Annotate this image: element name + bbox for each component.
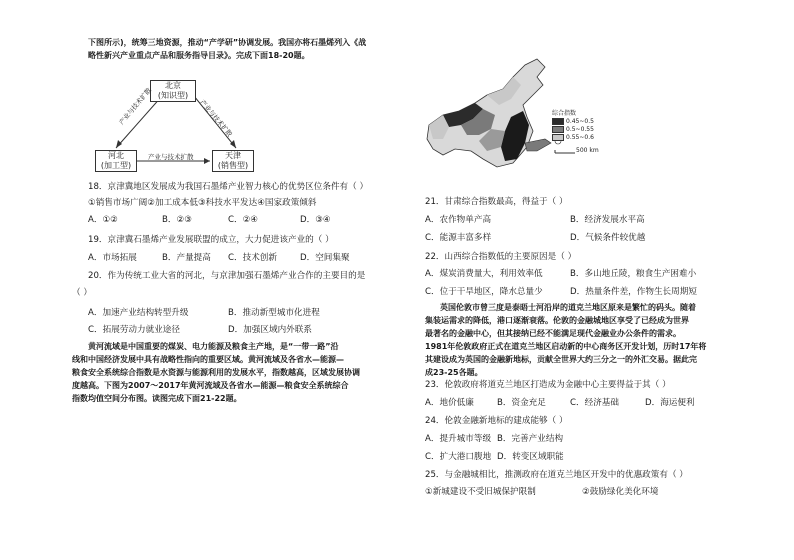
question-19: 19．京津冀石墨烯产业发展联盟的成立，大力促进该产业的（ ） <box>88 235 334 245</box>
edge-label-bottom: 产业与技术扩散 <box>148 153 194 161</box>
q18-option-c[interactable]: C．②④ <box>228 215 259 225</box>
passage-2-line-5: 指数均值空间分布图。读图完成下面21-22题。 <box>72 394 242 403</box>
q24-option-d[interactable]: D．转变区域职能 <box>497 452 564 462</box>
passage-3-line-6: 成23-25各题。 <box>425 368 483 377</box>
passage-3-line-1: 英国伦敦市曾三度是泰晤士河沿岸的道克兰地区原来是繁忙的码头。随着 <box>440 303 696 312</box>
q18-option-d[interactable]: D．③④ <box>300 215 331 225</box>
passage-2-line-4: 度越高。下图为2007～2017年黄河流域及各省水—能源—粮食安全系统综合 <box>72 381 349 390</box>
q22-option-b[interactable]: B．多山地丘陵，粮食生产困难小 <box>570 269 697 279</box>
question-25: 25．与金融城相比，推测政府在道克兰地区开发中的优惠政策有（ ） <box>425 470 688 480</box>
q18-option-a[interactable]: A．①② <box>88 215 118 225</box>
q23-option-a[interactable]: A．地价低廉 <box>425 398 474 408</box>
q24-option-c[interactable]: C．扩大港口腹地 <box>425 452 492 462</box>
legend-swatch-3 <box>552 134 564 141</box>
legend-label-3: 0.55~0.6 <box>566 134 594 141</box>
edge-label-right: 产业与技术扩散 <box>198 98 234 139</box>
legend-label-1: 0.45~0.5 <box>566 118 594 125</box>
q22-option-a[interactable]: A．煤炭消费量大，利用效率低 <box>425 269 543 279</box>
node-beijing-name: 北京 <box>165 81 181 90</box>
q19-option-a[interactable]: A．市场拓展 <box>88 253 137 263</box>
q19-option-b[interactable]: B．产量提高 <box>162 253 211 263</box>
legend-item-1 <box>552 118 594 126</box>
node-tianjin <box>212 150 254 172</box>
question-20-paren: （ ） <box>72 288 92 298</box>
question-24: 24．伦敦金融新地标的建成能够（ ） <box>425 416 568 426</box>
question-18-options: ①销售市场广阔②加工成本低③科技水平发达④国家政策倾斜 <box>88 198 317 208</box>
legend-item-3 <box>552 134 594 142</box>
q22-option-c[interactable]: C．位于干旱地区，降水总量少 <box>425 287 543 297</box>
passage-2-line-1: 黄河流域是中国重要的煤炭、电力能源及粮食主产地，是“一带一路”沿 <box>88 342 339 351</box>
q20-option-d[interactable]: D．加强区域内外联系 <box>228 325 312 335</box>
q21-option-a[interactable]: A．农作物单产高 <box>425 215 492 225</box>
legend-label-2: 0.5~0.55 <box>566 126 594 133</box>
q23-option-c[interactable]: C．经济基础 <box>570 398 619 408</box>
node-hebei-type: (加工型) <box>100 161 132 170</box>
intro-line-2: 略性新兴产业重点产品和服务指导目录》。完成下面18-20题。 <box>88 51 310 60</box>
passage-3-line-5: 其建设成为英国的金融新地标，贡献全世界大约三分之一的外汇交易。据此完 <box>425 355 697 364</box>
q25-option-1[interactable]: ①新城建设不受旧城保护限制 <box>425 487 536 497</box>
question-22: 22．山西综合指数低的主要原因是（ ） <box>425 252 577 262</box>
q24-option-b[interactable]: B．完善产业结构 <box>497 434 564 444</box>
q21-option-b[interactable]: B．经济发展水平高 <box>570 215 645 225</box>
legend-title: 综合指数 <box>552 110 577 117</box>
q21-option-c[interactable]: C．能源丰富多样 <box>425 233 492 243</box>
node-tianjin-name: 天津 <box>225 151 241 160</box>
q23-option-d[interactable]: D．海运便利 <box>645 398 695 408</box>
map-legend <box>552 110 594 142</box>
node-hebei <box>95 150 137 172</box>
q24-option-a[interactable]: A．提升城市等级 <box>425 434 492 444</box>
node-beijing <box>150 80 196 102</box>
passage-3-line-2: 集装运需求的降低，港口逐渐衰落。伦敦的金融城地区享受了已经成为世界 <box>425 316 689 325</box>
map-scale-label: 500 km <box>576 147 599 154</box>
q21-option-d[interactable]: D．气候条件较优越 <box>570 233 646 243</box>
q20-option-a[interactable]: A．加速产业结构转型升级 <box>88 308 189 318</box>
question-18: 18．京津冀地区发展成为我国石墨烯产业智力核心的优势区位条件有（ ） <box>88 182 369 192</box>
q18-option-b[interactable]: B．②③ <box>162 215 192 225</box>
passage-2-line-2: 线和中国经济发展中具有战略性指向的重要区域。黄河流域及各省水—能源— <box>72 355 344 364</box>
q20-option-c[interactable]: C．拓展劳动力就业途径 <box>88 325 180 335</box>
legend-item-2 <box>552 126 594 134</box>
q22-option-d[interactable]: D．热量条件差，作物生长周期短 <box>570 287 697 297</box>
q23-option-b[interactable]: B．资金充足 <box>497 398 546 408</box>
q25-option-2[interactable]: ②鼓励绿化美化环境 <box>582 487 659 497</box>
question-21: 21．甘肃综合指数最高，得益于（ ） <box>425 197 568 207</box>
q19-option-c[interactable]: C．技术创新 <box>228 253 277 263</box>
edge-label-left: 产业与技术扩散 <box>117 86 153 127</box>
question-20: 20．作为传统工业大省的河北，与京津加强石墨烯产业合作的主要目的是 <box>88 271 366 281</box>
passage-3-line-4: 1981年伦敦政府正式在道克兰地区启动新的中心商务区开发计划，历时17年将 <box>425 342 707 351</box>
passage-3-line-3: 最著名的金融中心，但其接纳已经不能满足现代金融业办公条件的需求。 <box>425 329 681 338</box>
intro-line-1: 下图所示)，统筹三地资源，推动“产学研”协调发展。我国亦将石墨烯列入《战 <box>88 38 367 47</box>
node-tianjin-type: (销售型) <box>217 161 249 170</box>
legend-swatch-2 <box>552 126 564 133</box>
q19-option-d[interactable]: D．空间集聚 <box>300 253 350 263</box>
q20-option-b[interactable]: B．推动新型城市化进程 <box>228 308 320 318</box>
node-hebei-name: 河北 <box>108 151 124 160</box>
legend-swatch-1 <box>552 118 564 125</box>
node-beijing-type: (知识型) <box>157 91 189 100</box>
question-23: 23．伦敦政府将道克兰地区打造成为金融中心主要得益于其（ ） <box>425 380 671 390</box>
passage-2-line-3: 粮食安全系统综合指数是水资源与能源利用的发展水平，指数越高，区域发展协调 <box>72 368 360 377</box>
